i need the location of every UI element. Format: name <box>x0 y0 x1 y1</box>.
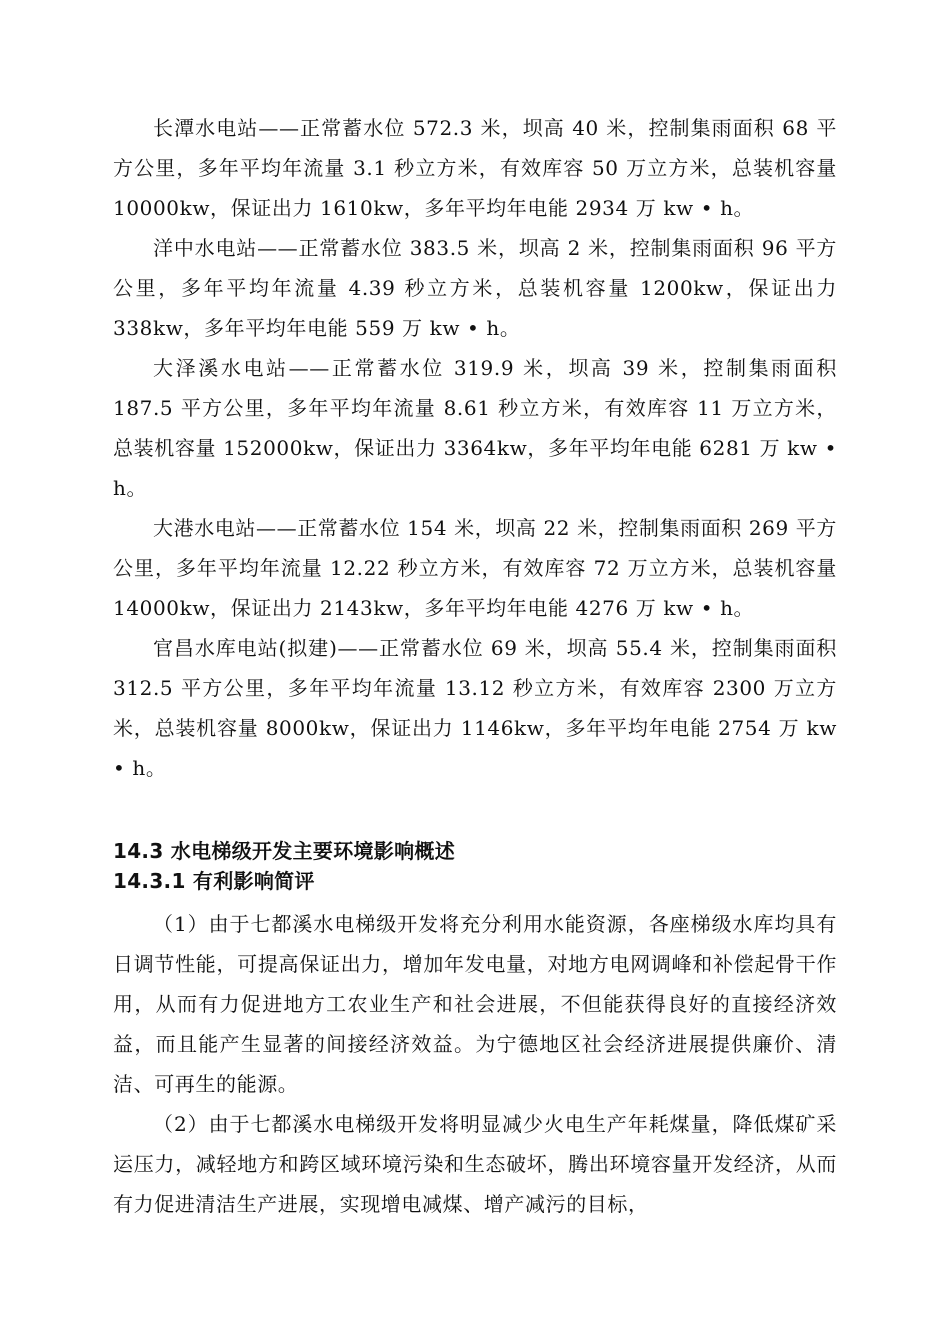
station-paragraph-dazexi: 大泽溪水电站——正常蓄水位 319.9 米，坝高 39 米，控制集雨面积 187.5 平方公里，多年平均年流量 8.61 秒立方米，有效库容 11 万立方米，总装机容量 152000kw，保证出力 3364kw，多年平均年电能 6281 万 kw • h。 <box>113 356 837 500</box>
station-paragraph-guanchang: 官昌水库电站(拟建)——正常蓄水位 69 米，坝高 55.4 米，控制集雨面积 312.5 平方公里，多年平均年流量 13.12 秒立方米，有效库容 2300 万立方米，总装机容量 8000kw，保证出力 1146kw，多年平均年电能 2754 万 kw • h。 <box>113 636 837 780</box>
station-paragraph-dagang: 大港水电站——正常蓄水位 154 米，坝高 22 米，控制集雨面积 269 平方公里，多年平均年流量 12.22 秒立方米，有效库容 72 万立方米，总装机容量 14000kw，保证出力 2143kw，多年平均年电能 4276 万 kw • h。 <box>113 516 837 620</box>
section-spacer <box>113 788 837 836</box>
heading-gap <box>113 896 837 904</box>
section-heading: 14.3 水电梯级开发主要环境影响概述 <box>113 839 456 863</box>
point-paragraph-2: （2）由于七都溪水电梯级开发将明显减少火电生产年耗煤量，降低煤矿采运压力，减轻地方和跨区域环境污染和生态破坏，腾出环境容量开发经济，从而有力促进清洁生产进展，实现增电减煤、增产减污的目标， <box>113 1112 837 1216</box>
point-paragraph-1: （1）由于七都溪水电梯级开发将充分利用水能资源，各座梯级水库均具有日调节性能，可提高保证出力，增加年发电量，对地方电网调峰和补偿起骨干作用，从而有力促进地方工农业生产和社会进展，不但能获得良好的直接经济效益，而且能产生显著的间接经济效益。为宁德地区社会经济进展提供廉价、清洁、可再生的能源。 <box>113 912 837 1096</box>
subsection-heading: 14.3.1 有利影响简评 <box>113 869 315 893</box>
station-paragraph-yangzhong: 洋中水电站——正常蓄水位 383.5 米，坝高 2 米，控制集雨面积 96 平方公里，多年平均年流量 4.39 秒立方米，总装机容量 1200kw，保证出力 338kw，多年平均年电能 559 万 kw • h。 <box>113 236 837 340</box>
document-body <box>113 108 837 1224</box>
station-paragraph-changtan: 长潭水电站——正常蓄水位 572.3 米，坝高 40 米，控制集雨面积 68 平方公里，多年平均年流量 3.1 秒立方米，有效库容 50 万立方米，总装机容量 10000kw，保证出力 1610kw，多年平均年电能 2934 万 kw • h。 <box>113 116 837 220</box>
